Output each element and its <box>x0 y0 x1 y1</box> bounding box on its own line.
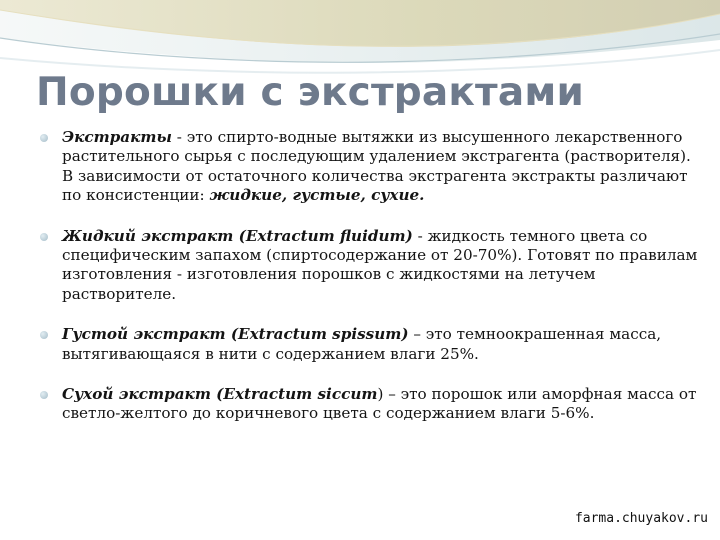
definition-text: - это спирто-водные вытяжки из высушенного лекарственного растительного сырья с последующим удалением экстрагента (растворителя). В зависимости от остаточного количества экстрагента экстракты различают по консистенции: <box>62 128 691 205</box>
bullet-icon <box>40 233 48 241</box>
definition-text: ) – это порошок или аморфная масса от светло-желтого до коричневого цвета с содержанием влаги 5-6%. <box>62 385 697 423</box>
source-footer: farma.chuyakov.ru <box>574 511 708 526</box>
bullet-icon <box>40 391 48 399</box>
term-fluid-extract: Жидкий экстракт (Extractum fluidum) <box>62 226 413 245</box>
consistency-types: жидкие, густые, сухие. <box>209 186 425 205</box>
list-item-extracts <box>40 128 700 206</box>
definition-text: - жидкость темного цвета со специфическим запахом (спиртосодержание от 20-70%). Готовят по правилам изготовления - изготовления порошков с жидкостями на летучем растворителе. <box>62 226 698 303</box>
list-item-fluid-extract <box>40 227 700 305</box>
slide-title: Порошки с экстрактами <box>36 70 584 115</box>
list-item-dry-extract <box>40 385 700 424</box>
bullet-icon <box>40 134 48 142</box>
bullet-list <box>40 128 700 424</box>
term-dry-extract: Сухой экстракт (Extractum siccum <box>62 385 378 404</box>
definition-text: – это темноокрашенная масса, вытягивающаяся в нити с содержанием влаги 25%. <box>62 325 662 363</box>
bullet-icon <box>40 331 48 339</box>
list-item-thick-extract <box>40 325 700 364</box>
term-thick-extract: Густой экстракт (Extractum spissum) <box>62 325 409 344</box>
term-extracts: Экстракты <box>62 128 172 146</box>
